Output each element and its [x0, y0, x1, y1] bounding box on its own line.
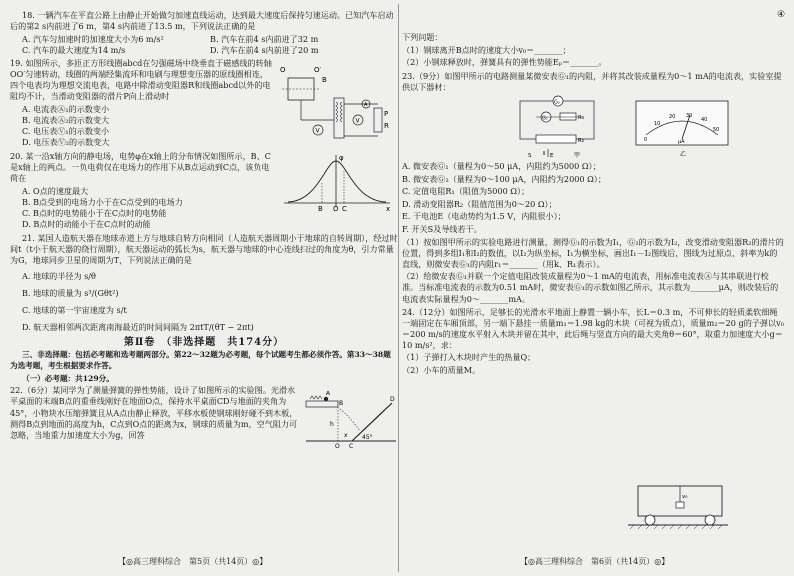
q23-option-c: C. 定值电阻R₁（阻值为5000 Ω）；	[402, 186, 530, 197]
spring-label-A: A	[326, 391, 331, 398]
coil-label-P: P	[384, 109, 389, 118]
meter-unit: μA	[678, 138, 685, 145]
question-19	[10, 58, 398, 148]
q24-item-1: （1）子弹打入木块时产生的热量Q；	[402, 352, 536, 363]
meter-tick-0: 0	[644, 136, 648, 143]
spring-label-x: x	[344, 432, 348, 440]
coil-label-O-prime: O′	[314, 65, 322, 74]
circuit-label-S: S	[528, 152, 532, 159]
potential-curve-figure	[278, 151, 396, 213]
potential-label-x: x	[386, 205, 391, 214]
circuit-label-G1: G₁	[542, 115, 548, 122]
spring-label-angle: 45°	[362, 434, 373, 442]
circuit-label-R2: R₂	[578, 137, 585, 144]
q20-stem: 20. 某一沿x轴方向的静电场，电势φ在x轴上的分布情况如图所示，B、C是x轴上的两点。一负电荷仅在电场力的作用下从B点运动到C点，该负电荷在	[10, 151, 271, 184]
right-column	[402, 10, 784, 378]
spring-label-C: C	[349, 443, 354, 450]
coil-label-B: B	[322, 75, 327, 84]
question-24	[402, 307, 784, 377]
coil-transformer-figure	[278, 58, 396, 150]
q24-item-2: （2）小车的质量M。	[402, 365, 481, 376]
question-18	[10, 10, 398, 56]
q19-option-d: D. 电压表Ⓥ₂的示数变大	[22, 137, 110, 148]
spring-label-B: B	[339, 400, 344, 408]
part2-instructions: 三、非选择题：包括必考题和选考题两部分。第22～32题为必考题，每个试题考生都必须作答。第33～38题为选考题，考生根据要求作答。	[10, 350, 391, 371]
q21-option-a: A. 地球的半径为 s/θ	[22, 270, 96, 281]
svg-text:A: A	[364, 101, 368, 108]
q23-option-f: F. 开关S及导线若干。	[402, 223, 482, 234]
potential-label-O: O	[333, 205, 339, 214]
left-column	[10, 10, 398, 450]
coil-label-R: R	[384, 121, 389, 130]
meter-tick-10: 10	[654, 120, 661, 127]
q18-stem: 18. 一辆汽车在平直公路上由静止开始做匀加速直线运动，达到最大速度后保持匀速运动。已知汽车启动后的第2 s内前进了6 m，第4 s内前进了13.5 m，下列说法正确的是	[10, 10, 394, 32]
q23-part-2: （2）给微安表Ⓖ₁并联一个定值电阻改装成量程为0～1 mA的电流表，用标准电流表Ⓐ与其串联进行校准。当标准电流表的示数为0.51 mA时，微安表Ⓖ₁的示数如图乙所示，其示数为_______μA，则改装后的电流表实际量程为0～_______mA。	[402, 271, 779, 304]
q22-item-2: （2）小钢球释放时，弹簧具有的弹性势能Eₚ＝_______。	[402, 57, 607, 68]
svg-text:V: V	[355, 117, 360, 125]
figure-label-jia: 甲	[574, 151, 581, 159]
spring-label-O: O	[335, 443, 340, 450]
circuit-label-R1: R₁	[578, 114, 585, 121]
meter-tick-50: 50	[713, 126, 720, 133]
q23-figures	[402, 95, 784, 161]
question-22-continued	[402, 32, 784, 68]
cart-pendulum-figure	[628, 480, 728, 530]
circuit-label-E: E	[550, 152, 554, 159]
q19-stem: 19. 如图所示，多匝正方形线圈abcd在匀强磁场中绕垂直于磁感线的转轴OO′匀速转动，线圈的两端经集流环和电刷与理想变压器的原线圈相连，四个电表均为理想交流电表，电路中除滑动变阻器R和线圈abcd以外的电阻均不计，当滑动变阻器的滑片P向上滑动时	[10, 57, 272, 102]
circuit-diagram-jia	[514, 95, 604, 159]
q23-option-b: B. 微安表Ⓖ₂（量程为0～100 μA，内阻约为2000 Ω）；	[402, 173, 606, 184]
left-footer: 【◎高三理科综合 第5页（共14页）◎】	[118, 557, 268, 566]
question-22	[10, 385, 398, 450]
q23-part-1: （1）按如图甲所示的实验电路进行测量，测得Ⓖ₁的示数为I₁，Ⓖ₂的示数为I₂，改变滑动变阻器R₂的滑片的位置，得到多组I₁和I₂的数值，以I₂为纵坐标，I₁为横坐标，画出I₁－I₂图线后，图线为过原点、斜率为k的直线，则微安表Ⓖ₁的内阻r₁＝_______（用k、R₁表示）。	[402, 236, 784, 269]
q23-option-a: A. 微安表Ⓖ₁（量程为0～50 μA，内阻约为5000 Ω）；	[402, 160, 601, 171]
q20-option-d: D. B点时的动能小于在C点时的动能	[22, 219, 151, 230]
q21-option-d: D. 航天器相邻两次距离南海最近的时间间隔为 2πtT/(θT − 2πt)	[22, 321, 254, 332]
microammeter-dial-yi	[634, 99, 734, 159]
q18-option-c: C. 汽车的最大速度为14 m/s	[22, 44, 126, 55]
potential-label-C: C	[342, 205, 347, 214]
q19-option-b: B. 电流表Ⓐ₂的示数变大	[22, 114, 110, 125]
q22-stem: 22.（6分）某同学为了测量弹簧的弹性势能，设计了如图所示的实验图。光滑水平桌面的末端B点的重垂线刚好在地面O点，保持水平桌面CD与地面的夹角为45°，小物块水压缩弹簧且从A点由静止释放，平移水板使钢球刚好碰不到木板，测得B点到地面的高度为h，C点到O点的距离为x，钢球的质量为m，空气阻力可忽略，当地重力加速度大小为g，回答	[10, 385, 298, 440]
q21-option-c: C. 地球的第一宇宙速度为 s/t	[22, 304, 127, 315]
potential-label-phi: φ	[339, 154, 344, 163]
coil-label-O: O	[280, 65, 286, 74]
q21-option-b: B. 地球的质量为 s³/(Gθt²)	[22, 287, 119, 298]
spring-label-h: h	[330, 421, 334, 429]
q18-option-d: D. 汽车在前4 s内前进了20 m	[210, 44, 319, 55]
q23-option-d: D. 滑动变阻器R₂（阻值范围为0～20 Ω）；	[402, 198, 557, 209]
meter-tick-20: 20	[669, 113, 676, 120]
question-23	[402, 71, 784, 304]
q24-stem: 24.（12分）如图所示，足够长的光滑水平地面上静置一辆小车，长L＝0.3 m，不可伸长的轻质柔软细绳一端固定在车厢顶部，另一端下悬挂一质量m₁＝1.98 kg的木块（可视为质点），质量m₂＝20 g的子弹以v₀＝200 m/s的速度水平射入木块并留在其中，此后绳与竖直方向的最大夹角θ＝60°，取重力加速度大小g＝10 m/s²，求：	[402, 306, 784, 350]
part2-title: 第Ⅱ卷 （非选择题 共174分）	[123, 336, 285, 348]
q22-intro: 下列问题：	[402, 32, 443, 42]
q23-stem: 23.（9分）如图甲所示的电路测量某微安表Ⓖ₁的内阻，并将其改装成量程为0～1 mA的电流表，实验室提供以下器材：	[402, 71, 782, 93]
q22-item-1: （1）钢球离开B点时的速度大小v₀＝_______；	[402, 44, 571, 55]
meter-tick-40: 40	[701, 116, 708, 123]
figure-label-yi: 乙	[680, 150, 687, 158]
spring-label-D: D	[390, 396, 395, 404]
q21-stem: 21. 某国人造航天器在地球赤道上方与地球自转方向相同（人造航天器周期小于地球的自转周期），经过时间t（t小于航天器的绕行周期），航天器运动的弧长为s，航天器与地球的中心连线扫过的角度为θ，引力常量为G，地球同步卫星的周期为T，下列说法正确的是	[10, 233, 398, 266]
cart-label-v0: v₀	[682, 494, 688, 500]
q18-option-a: A. 汽车匀加速时的加速度大小为6 m/s²	[22, 33, 164, 44]
part2-required: （一）必考题：共129分。	[22, 373, 114, 383]
right-footer: 【◎高三理科综合 第6页（共14页）◎】	[520, 557, 670, 566]
q23-option-e: E. 干电池E（电动势约为1.5 V，内阻很小）；	[402, 211, 566, 222]
q20-option-c: C. B点时的电势能小于在C点时的电势能	[22, 208, 167, 219]
question-20	[10, 151, 398, 230]
spring-launcher-figure	[304, 391, 398, 449]
q20-option-a: A. O点的速度最大	[22, 185, 89, 196]
column-divider	[398, 4, 399, 572]
circuit-label-G2: G₂	[554, 99, 560, 106]
potential-label-B: B	[318, 205, 323, 214]
meter-tick-30: 30	[686, 112, 693, 119]
q19-option-a: A. 电流表Ⓐ₁的示数变小	[22, 103, 110, 114]
q18-option-b: B. 汽车在前4 s内前进了32 m	[210, 33, 319, 44]
q20-option-b: B. B点受到的电场力小于在C点受到的电场力	[22, 197, 183, 207]
q19-option-c: C. 电压表Ⓥ₁的示数变小	[22, 125, 110, 136]
question-21	[10, 233, 398, 333]
svg-text:V: V	[315, 127, 320, 135]
corner-mark: ④	[777, 10, 786, 20]
